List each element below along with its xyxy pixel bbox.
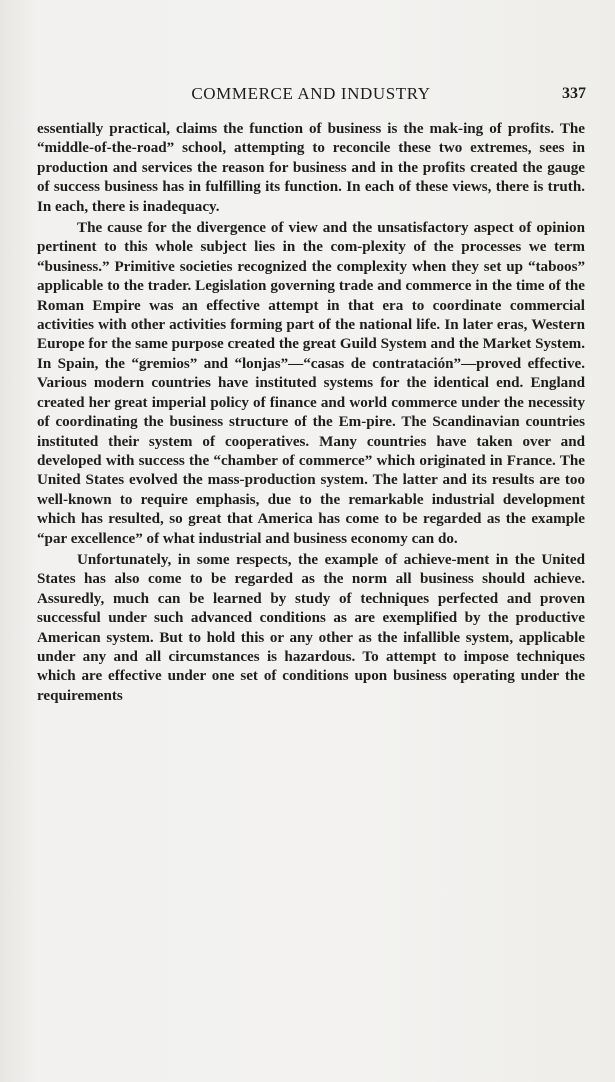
running-title: COMMERCE AND INDUSTRY [191,84,431,103]
body-text [37,120,585,706]
paragraph-1: essentially practical, claims the function of business is the mak-ing of profits. The “middle-of-the-road” school, attempting to reconcile these two extremes, sees in production and services the reason for business and in the profits created the gauge of success business has in fulfilling its function. In each of these views, there is truth. In each, there is inadequacy. [37,121,585,215]
running-head [36,84,586,108]
page-number: 337 [562,85,586,102]
paragraph-3: Unfortunately, in some respects, the example of achieve-ment in the United States has also come to be regarded as the norm all business should achieve. Assuredly, much can be learned by study of techniques perfected and proven successful under such advanced conditions as are exemplified by the productive American system. But to hold this or any other as the infallible system, applicable under any and all circumstances is hazardous. To attempt to impose techniques which are effective under one set of conditions upon business operating under the requirements [37,551,585,704]
paragraph-2: The cause for the divergence of view and the unsatisfactory aspect of opinion pertinent to this whole subject lies in the com-plexity of the processes we term “business.” Primitive societies recognized the complexity when they set up “taboos” applicable to the trader. Legislation governing trade and commerce in the time of the Roman Empire was an effective attempt in that era to coordinate commercial activities with other activities forming part of the national life. In later eras, Western Europe for the same purpose created the great Guild System and the Market System. In Spain, the “gremios” and “lonjas”—“casas de contratación”—proved effective. Various modern countries have instituted systems for the identical end. England created her great imperial policy of finance and world commerce under the necessity of coordinating the business structure of the Em-pire. The Scandinavian countries instituted their system of cooperatives. Many countries have taken over and developed with success the “chamber of commerce” which originated in France. The United States evolved the mass-production system. The latter and its results are too well-known to require emphasis, due to the remarkable industrial development which has resulted, so great that America has come to be regarded as the example “par excellence” of what industrial and business economy can do. [37,220,585,547]
